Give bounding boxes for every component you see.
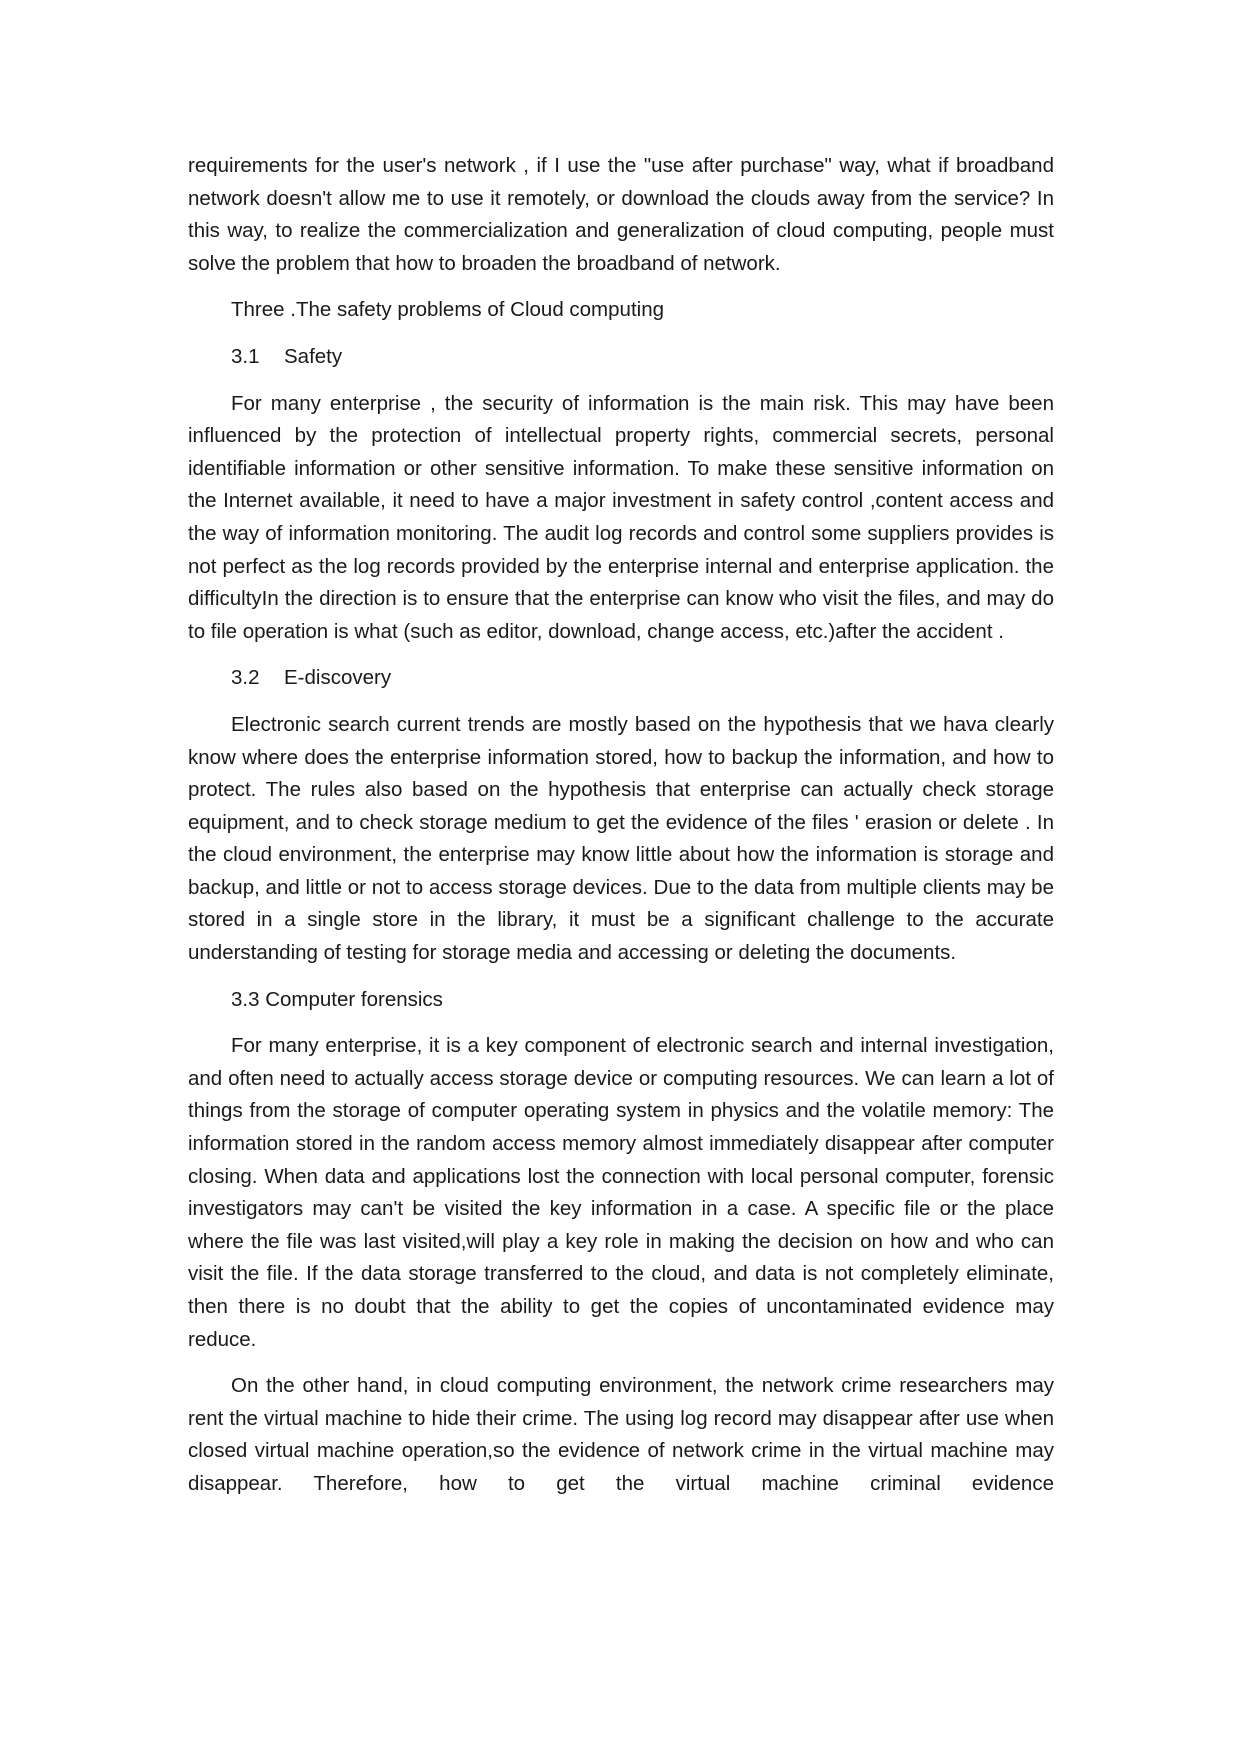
subsection-3-1-number: 3.1 [231,344,260,368]
forensics-paragraph: For many enterprise, it is a key component of electronic search and internal investigation, and often need to actually access storage device or computing resources. We can learn a lot of things from the storage of computer operating system in physics and the volatile memory: The information stored in the random access memory almost immediately disappear after computer closing. When data and applications lost the connection with local personal computer, forensic investigators may can't be visited the key information in a case. A specific file or the place where the file was last visited,will play a key role in making the decision on how and who can visit the file. If the data storage transferred to the cloud, and data is not completely eliminate, then there is no doubt that the ability to get the copies of uncontaminated evidence may reduce. [188,1034,1054,1351]
subsection-3-2-heading [188,662,1054,695]
document-page [188,150,1054,1515]
subsection-3-1-title: Safety [284,344,343,368]
subsection-3-3-heading: 3.3 Computer forensics [231,987,443,1011]
intro-paragraph: requirements for the user's network , if I use the "use after purchase" way, what if broadband network doesn't allow me to use it remotely, or download the clouds away from the service? In this way, to realize the commercialization and generalization of cloud computing, people must solve the problem that how to broaden the broadband of network. [188,154,1054,275]
subsection-3-2-title: E-discovery [284,666,392,690]
safety-paragraph: For many enterprise , the security of information is the main risk. This may have been influenced by the protection of intellectual property rights, commercial secrets, personal identifiable information or other sensitive information. To make these sensitive information on the Internet available, it need to have a major investment in safety control ,content access and the way of information monitoring. The audit log records and control some suppliers provides is not perfect as the log records provided by the enterprise internal and enterprise application. the difficultyIn the direction is to ensure that the enterprise can know who visit the files, and may do to file operation is what (such as editor, download, change access, etc.)after the accident . [188,391,1054,643]
section-three-heading: Three .The safety problems of Cloud computing [231,298,664,322]
forensics-paragraph-2: On the other hand, in cloud computing environment, the network crime researchers may rent the virtual machine to hide their crime. The using log record may disappear after use when closed virtual machine operation,so the evidence of network crime in the virtual machine may disappear. Therefore, how to get the virtual machine criminal evidence [188,1374,1054,1495]
subsection-3-2-number: 3.2 [231,666,260,690]
ediscovery-paragraph: Electronic search current trends are mostly based on the hypothesis that we hava clearly know where does the enterprise information stored, how to backup the information, and how to protect. The rules also based on the hypothesis that enterprise can actually check storage equipment, and to check storage medium to get the evidence of the files ' erasion or delete . In the cloud environment, the enterprise may know little about how the information is storage and backup, and little or not to access storage devices. Due to the data from multiple clients may be stored in a single store in the library, it must be a significant challenge to the accurate understanding of testing for storage media and accessing or deleting the documents. [188,712,1054,965]
subsection-3-1-heading [188,341,1054,374]
